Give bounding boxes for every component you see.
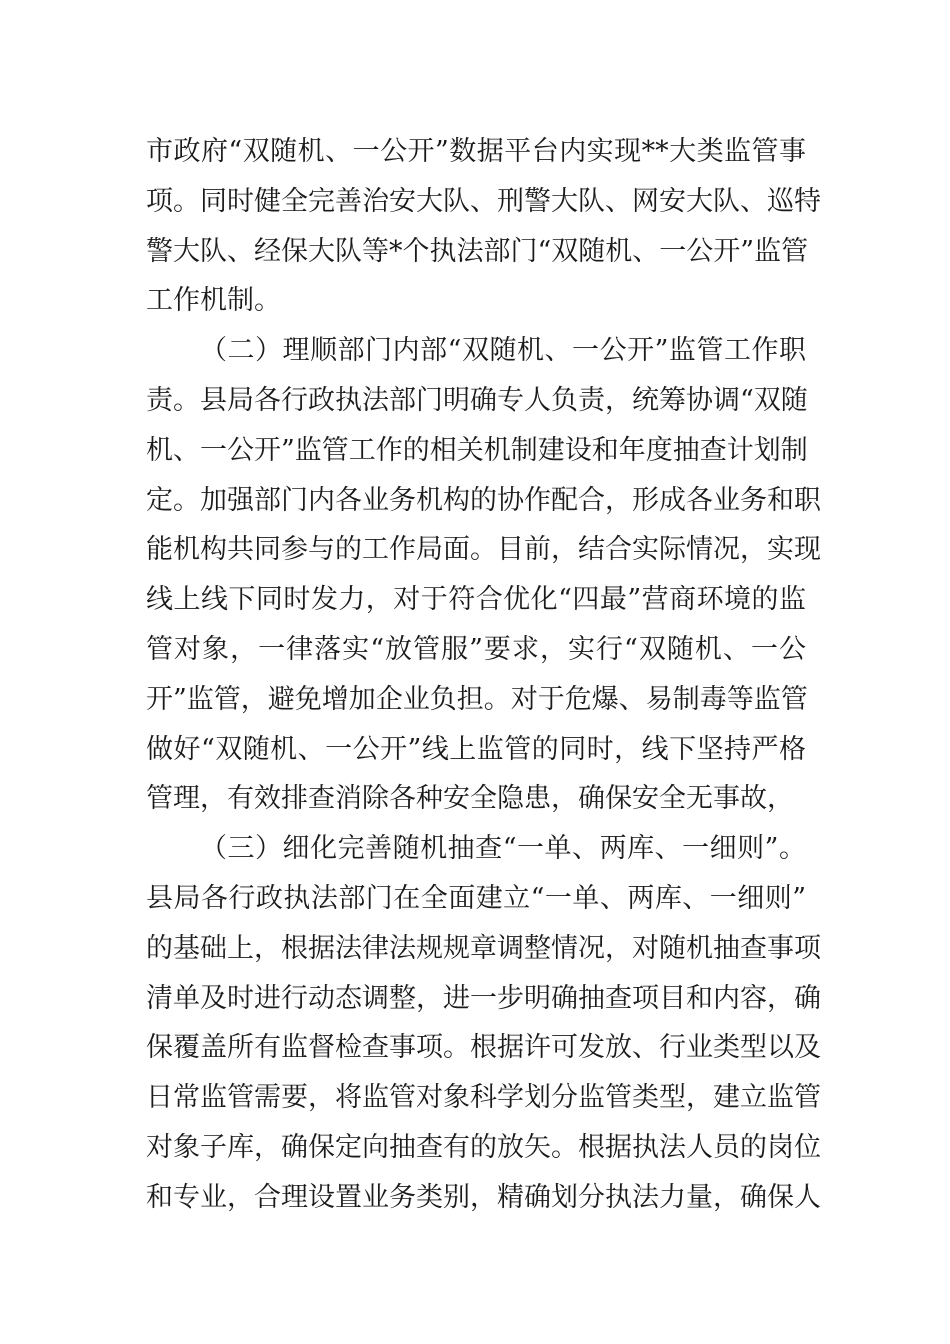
- text-line: 线上线下同时发力，对于符合优化“四最”营商环境的监: [146, 584, 806, 615]
- text-line: 日常监管需要，将监管对象科学划分监管类型，建立监管: [146, 1082, 821, 1113]
- text-line: 工作机制。: [146, 285, 281, 316]
- text-line: 市政府“双随机、一公开”数据平台内实现**大类监管事: [146, 136, 806, 167]
- section-heading-3: （三）细化完善随机抽查“一单、两库、一细则”。: [200, 833, 806, 864]
- text-line: 责。县局各行政执法部门明确专人负责，统筹协调“双随: [146, 385, 808, 416]
- text-line: 管理，有效排查消除各种安全隐患，确保安全无事故，: [146, 783, 794, 814]
- text-line: 的基础上，根据法律法规规章调整情况，对随机抽查事项: [146, 933, 821, 964]
- text-line: 保覆盖所有监督检查事项。根据许可发放、行业类型以及: [146, 1032, 821, 1063]
- section-heading-2: （二）理顺部门内部“双随机、一公开”监管工作职: [200, 335, 806, 366]
- text-line: 做好“双随机、一公开”线上监管的同时，线下坚持严格: [146, 734, 806, 765]
- text-line: 和专业，合理设置业务类别，精确划分执法力量，确保人: [146, 1182, 821, 1213]
- text-line: 项。同时健全完善治安大队、刑警大队、网安大队、巡特: [146, 186, 821, 217]
- text-line: 对象子库，确保定向抽查有的放矢。根据执法人员的岗位: [146, 1132, 821, 1163]
- text-line: 警大队、经保大队等*个执法部门“双随机、一公开”监管: [146, 236, 809, 267]
- text-line: 管对象，一律落实“放管服”要求，实行“双随机、一公: [146, 634, 806, 665]
- text-line: 开”监管，避免增加企业负担。对于危爆、易制毒等监管: [146, 684, 808, 715]
- text-line: 清单及时进行动态调整，进一步明确抽查项目和内容，确: [146, 983, 821, 1014]
- text-line: 县局各行政执法部门在全面建立“一单、两库、一细则”: [146, 883, 806, 914]
- text-line: 能机构共同参与的工作局面。目前，结合实际情况，实现: [146, 534, 821, 565]
- text-line: 定。加强部门内各业务机构的协作配合，形成各业务和职: [146, 485, 821, 516]
- text-line: 机、一公开”监管工作的相关机制建设和年度抽查计划制: [146, 435, 808, 466]
